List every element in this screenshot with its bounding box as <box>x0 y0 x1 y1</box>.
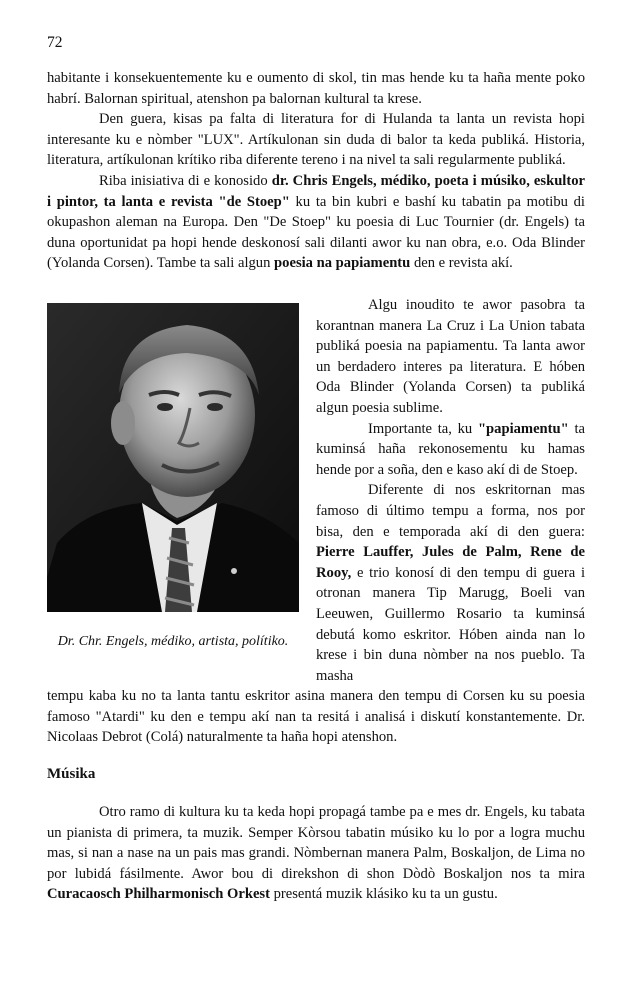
section-heading: Músika <box>47 766 96 782</box>
music-text-block <box>47 802 585 905</box>
paragraph-5-bold: "papiamentu" <box>477 420 569 437</box>
side-text-block <box>316 295 585 686</box>
paragraph-7-bold: Curacaosch Philharmonisch Orkest <box>47 886 270 903</box>
portrait-photo <box>47 303 299 612</box>
paragraph-6 <box>316 480 585 686</box>
paragraph-7-text-a: Otro ramo di kultura ku ta keda hopi propagá tambe pa e mes dr. Engels, ku tabata un pianista di primera, ta muzik. Semper Kòrsou tabatin músiko ku lo por a logra muchu mas, si nan a nase na un pais mas grandi. Nòmbernan manera Palm, Boskaljon, de Lima no por lubidá fásilmente. Awor bou di direkshon di shon Dòdò Boskaljon nos ta mira <box>47 804 585 882</box>
photo-caption: Dr. Chr. Engels, médiko, artista, polítiko. <box>57 634 289 649</box>
paragraph-3-text-a: Riba inisiativa di e konosido <box>99 172 272 189</box>
paragraph-2: Den guera, kisas pa falta di literatura for di Hulanda ta lanta un revista hopi interesante ku e nòmber "LUX". Artíkulonan sin duda di balor ta keda publiká. Historia, literatura, artíkulonan krítiko riba diferente tereno i na nivel ta sali regularmente publiká. <box>47 111 585 169</box>
paragraph-5-text-c: ta kuminsá haña rekonosementu ku hamas hende por a soña, den e kaso akí di de Stoep. <box>316 420 585 478</box>
paragraph-6-text-c: e trio konosí di den tempu di guera i otronan manera Tip Marugg, Boeli van Leeuwen, Guillermo Rosario ta kuminsá debutá komo eskritor. Hóben ainda nan lo krese i bin duna nòmber na nos pueblo. Ta masha <box>316 564 585 684</box>
paragraph-6-bold: Pierre Lauffer, Jules de Palm, Rene de Rooy, <box>316 544 585 581</box>
paragraph-6-text-a: Diferente di nos eskritornan mas famoso di último tempu a forma, nos por bisa, den e temporada akí di den guera: <box>316 482 585 540</box>
paragraph-7-text-c: presentá muzik klásiko ku ta un gustu. <box>269 886 498 903</box>
top-text-block <box>47 68 585 274</box>
bottom-text-block <box>47 686 585 748</box>
paragraph-3-text-c: ku ta bin kubri e bashí ku tabatin pa motibu di okupashon aleman na Europa. Den "De Stoep" ku poesia di Luc Tournier (dr. Engels) ta duna oportunidat pa hopi hende deskonosí sali dilanti awor ku nan obra, e.o. Oda Blinder (Yolanda Corsen). Tambe ta sali algun <box>47 193 585 272</box>
paragraph-5-text-a: Importante ta, ku <box>368 420 478 437</box>
paragraph-3-text-e: den e revista akí. <box>410 255 513 272</box>
portrait-image <box>47 303 299 612</box>
paragraph-3-bold-d: poesia na papiamentu <box>274 255 411 272</box>
page-number: 72 <box>47 34 63 51</box>
paragraph-3 <box>47 171 585 274</box>
paragraph-7 <box>47 802 585 905</box>
paragraph-6-continuation: tempu kaba ku no ta lanta tantu eskritor asina manera den tempu di Corsen ku su poesia famoso "Atardi" ku den e tempu akí nan ta resitá i analisá i diskutí konstantemente. Dr. Nicolaas Debrot (Colá) naturalmente ta haña hopi atenshon. <box>47 688 585 746</box>
paragraph-3-bold-a: dr. Chris Engels, médiko, poeta i músiko, eskultor i pintor, ta lanta e revista "de Stoep" <box>47 172 585 210</box>
paragraph-4: Algu inoudito te awor pasobra ta korantnan manera La Cruz i La Union tabata publiká poesia na papiamentu. Ta lanta awor un berdadero interes pa literatura. E hóben Oda Blinder (Yolanda Corsen) ta publiká algun poesia sublime. <box>316 297 585 416</box>
paragraph-5 <box>316 419 585 481</box>
paragraph-1: habitante i konsekuentemente ku e oumento di skol, tin mas hende ku ta haña mente poko habrí. Balornan spiritual, atenshon pa balornan kultural ta krese. <box>47 70 585 107</box>
